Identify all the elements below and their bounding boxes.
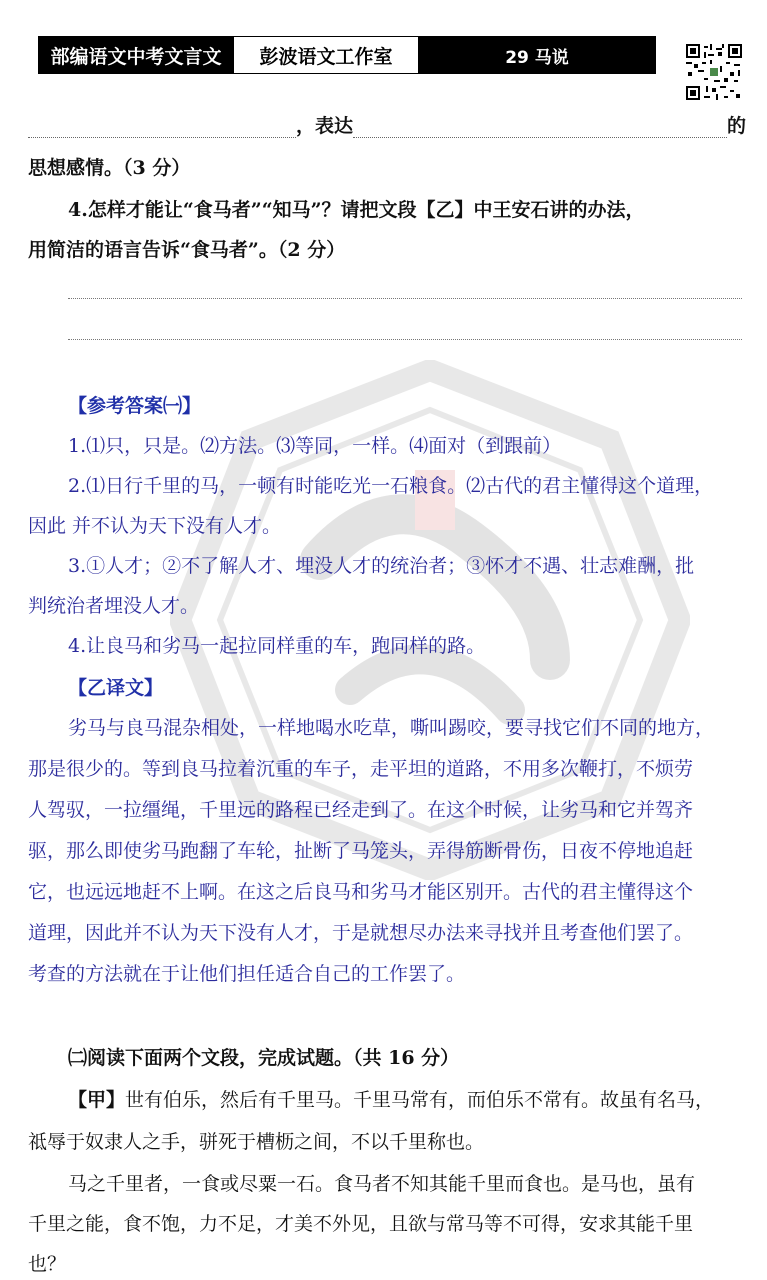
translation-title: 【乙译文】 <box>68 677 164 699</box>
passage-jia-line2: 祗辱于奴隶人之手，骈死于槽枥之间，不以千里称也。 <box>28 1131 485 1153</box>
translation-line: 道理，因此并不认为天下没有人才，于是就想尽办法来寻找并且考查他们罢了。 <box>28 922 694 944</box>
prev-question-de: 的 <box>727 115 747 137</box>
answer-4: 4.让良马和劣马一起拉同样重的车，跑同样的路。 <box>68 635 486 657</box>
passage-p2-line2: 千里之能，食不饱，力不足，才美不外见，且欲与常马等不可得，安求其能千里 <box>28 1213 694 1235</box>
prev-question-line1 <box>28 114 746 138</box>
translation-line: 驱，那么即使劣马跑翻了车轮，扯断了马笼头，弄得筋断骨伤，日夜不停地追赶 <box>28 840 694 862</box>
question-4-line1: 4.怎样才能让“食马者”“知马”？请把文段【乙】中王安石讲的办法， <box>68 199 645 221</box>
passage-p2-line1: 马之千里者，一食或尽粟一石。食马者不知其能千里而食也。是马也，虽有 <box>68 1173 696 1195</box>
answer-blank-1[interactable] <box>28 119 296 138</box>
translation-line: 它，也远远地赶不上啊。在这之后良马和劣马才能区别开。古代的君主懂得这个 <box>28 881 694 903</box>
prev-question-line2: 思想感情。（3 分） <box>28 157 191 179</box>
answer-3-line1: 3.①人才；②不了解人才、埋没人才的统治者；③怀才不遇、壮志难酬，批 <box>68 555 695 577</box>
answer-line-2[interactable] <box>68 338 742 340</box>
answer-1: 1.⑴只，只是。⑵方法。⑶等同，一样。⑷面对（到跟前） <box>68 435 562 457</box>
header-lesson-label: 29 马说 <box>419 37 655 73</box>
section-2-title: ㈡阅读下面两个文段，完成试题。（共 16 分） <box>68 1047 460 1069</box>
translation-line: 考查的方法就在于让他们担任适合自己的工作罢了。 <box>28 963 466 985</box>
passage-p2-line3: 也？ <box>28 1253 67 1275</box>
answer-3-line2: 判统治者埋没人才。 <box>28 595 200 617</box>
passage-jia-line1 <box>68 1088 714 1112</box>
passage-jia-tag: 【甲】 <box>68 1089 126 1111</box>
answer-2-line2: 因此 并不认为天下没有人才。 <box>28 515 282 537</box>
answer-line-1[interactable] <box>68 297 742 299</box>
answer-key-title: 【参考答案㈠】 <box>68 395 202 417</box>
header-studio-label: 彭波语文工作室 <box>233 37 419 73</box>
header-series-label: 部编语文中考文言文 <box>39 37 233 73</box>
header-bar <box>38 36 656 74</box>
answer-blank-2[interactable] <box>353 119 727 138</box>
prev-question-biaoda: ，表达 <box>296 115 354 137</box>
qr-code-icon <box>686 44 742 100</box>
translation-line: 人驾驭，一拉缰绳，千里远的路程已经走到了。在这个时候，让劣马和它并驾齐 <box>28 799 694 821</box>
passage-jia-text: 世有伯乐，然后有千里马。千里马常有，而伯乐不常有。故虽有名马， <box>125 1089 715 1111</box>
translation-line: 那是很少的。等到良马拉着沉重的车子，走平坦的道路，不用多次鞭打，不烦劳 <box>28 758 694 780</box>
question-4-line2: 用简洁的语言告诉“食马者”。（2 分） <box>28 239 346 261</box>
translation-line: 劣马与良马混杂相处，一样地喝水吃草，嘶叫踢咬，要寻找它们不同的地方， <box>68 717 715 739</box>
answer-2-line1: 2.⑴日行千里的马，一顿有时能吃光一石粮食。⑵古代的君主懂得这个道理， <box>68 475 714 497</box>
